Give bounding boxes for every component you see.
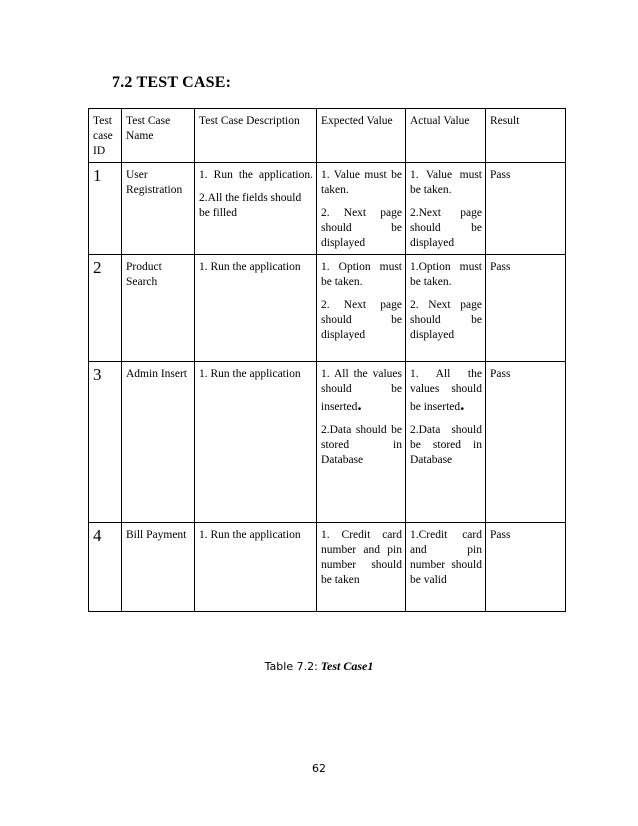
test-case-description (195, 255, 317, 362)
description-step: 1. Run the application (199, 529, 301, 541)
expected-step: 1. Credit card number and pin number should be taken (321, 529, 402, 586)
expected-value (317, 523, 406, 612)
header-result: Result (486, 109, 566, 163)
section-heading: 7.2 TEST CASE: (112, 74, 232, 91)
test-case-name: Bill Payment (122, 523, 195, 612)
table-row (89, 523, 566, 612)
page-number: 62 (312, 762, 326, 775)
description-step: 2.All the fields should be filled (199, 192, 302, 219)
header-expected-value: Expected Value (317, 109, 406, 163)
table-header-row (89, 109, 566, 163)
header-test-case-name: Test Case Name (122, 109, 195, 163)
test-case-description (195, 362, 317, 523)
expected-value (317, 163, 406, 255)
expected-step: 2. Next page should be displayed (321, 299, 402, 341)
actual-step: 2.Data should be stored in Database (410, 424, 482, 466)
test-result: Pass (486, 255, 566, 362)
actual-step: 1.Option must be taken. (410, 261, 482, 288)
table-row (89, 255, 566, 362)
actual-step: 1. Value must be taken. (410, 169, 482, 196)
description-step: 1. Run the application (199, 261, 301, 273)
test-case-id: 1 (89, 163, 122, 255)
test-case-name: User Registration (122, 163, 195, 255)
table-row (89, 163, 566, 255)
test-case-id: 2 (89, 255, 122, 362)
header-test-case-id: Test case ID (89, 109, 122, 163)
expected-value (317, 255, 406, 362)
actual-value (406, 362, 486, 523)
actual-step: 1.Credit card and pin number should be valid (410, 529, 482, 586)
table-caption (0, 659, 638, 674)
actual-step-text: 1. All the values should be inserted (410, 368, 482, 413)
table-row (89, 362, 566, 523)
expected-value (317, 362, 406, 523)
expected-step: 2. Next page should be displayed (321, 207, 402, 249)
caption-title: Test Case1 (317, 659, 374, 673)
caption-prefix: Table 7.2: (264, 660, 318, 673)
period-mark: . (357, 395, 362, 414)
description-step: 1. Run the application. (199, 169, 313, 181)
actual-value (406, 163, 486, 255)
actual-step: 2. Next page should be displayed (410, 299, 482, 341)
header-test-case-description: Test Case Description (195, 109, 317, 163)
actual-value (406, 255, 486, 362)
test-case-table (88, 108, 566, 612)
test-case-description (195, 163, 317, 255)
description-step: 1. Run the application (199, 368, 301, 380)
expected-step-text: 1. All the values should be inserted (321, 368, 402, 413)
test-case-id: 3 (89, 362, 122, 523)
header-actual-value: Actual Value (406, 109, 486, 163)
test-case-name: Product Search (122, 255, 195, 362)
test-case-name: Admin Insert (122, 362, 195, 523)
actual-step (410, 367, 482, 415)
expected-step: 2.Data should be stored in Database (321, 424, 402, 466)
test-result: Pass (486, 362, 566, 523)
expected-step: 1. Value must be taken. (321, 169, 402, 196)
test-case-description (195, 523, 317, 612)
test-case-id: 4 (89, 523, 122, 612)
actual-step: 2.Next page should be displayed (410, 207, 482, 249)
expected-step: 1. Option must be taken. (321, 261, 402, 288)
test-result: Pass (486, 523, 566, 612)
actual-value (406, 523, 486, 612)
period-mark: . (460, 395, 465, 414)
expected-step (321, 367, 402, 415)
test-result: Pass (486, 163, 566, 255)
